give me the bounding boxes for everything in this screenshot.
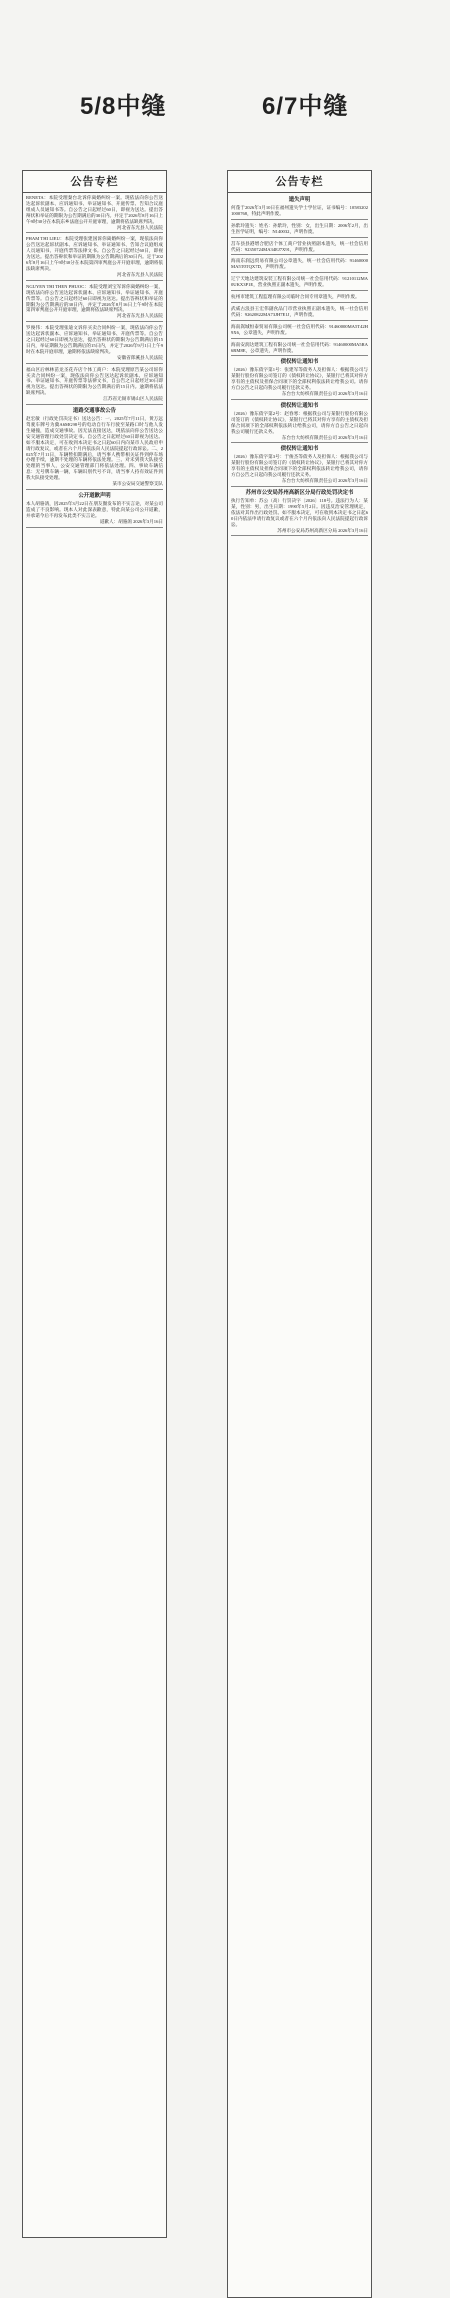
notice-title: 遗失声明 xyxy=(288,197,311,203)
notice-title: 债权转让通知书 xyxy=(280,402,319,409)
notice-item xyxy=(231,223,368,238)
notice-signature: 河北省东光县人民法院 xyxy=(117,313,163,319)
notice-item xyxy=(231,342,368,357)
notice-item xyxy=(26,367,163,405)
notice-item xyxy=(26,325,163,363)
notice-list xyxy=(228,193,371,541)
notice-item xyxy=(231,403,368,444)
notice-divider xyxy=(231,399,368,400)
notice-item xyxy=(26,236,163,280)
notice-signature: 河北省东光县人民法院 xyxy=(117,271,163,277)
notice-item xyxy=(231,294,368,303)
notice-text: 执行告知单：苏公（高）行罚决字〔2026〕118号。违法行为人：某某，性别：男，出生日期：1990年5月2日。因违反治安管理规定，依法对其作出行政处罚。如不服本决定，可在收到本决定书之日起60日内依法申请行政复议或者在六个月内依法向人民法院提起行政诉讼。 xyxy=(231,498,368,527)
notice-divider xyxy=(231,535,368,536)
notice-divider xyxy=(231,355,368,356)
notice-text: 杭州市建筑工程监理有限公司临时合同专用章遗失，声明作废。 xyxy=(231,294,360,300)
notice-divider xyxy=(231,254,368,255)
notice-title: 债权转让通知书 xyxy=(280,446,319,453)
right-page-header: 6/7中缝 xyxy=(262,93,349,120)
notice-signature: 东台台大纺织有限责任公司 2026年3月16日 xyxy=(281,478,368,484)
notice-signature: 某市公安局交通警察支队 xyxy=(112,481,163,487)
notice-item xyxy=(231,359,368,400)
notice-item xyxy=(26,493,163,528)
notice-item xyxy=(26,195,163,233)
notice-text: 赵宏敏（行政处罚决定书）送达公告：一、2025年7月11日，黄万远驾驶车牌号为冀A6MG98号的电动自行车行驶至某路口时与他人发生碰撞，造成交通事故。因无法直接送达，现依法向你公告送达公安交通管理行政处罚决定书。自公告之日起经过60日即视为送达。如不服本决定，可在收到本决定书之日起60日内向某市人民政府申请行政复议，或者在六个月内依法向人民法院提起行政诉讼。二、2025年7月11日，车辆暂扣期满后，请当事人携带相关证件到停车场办理手续，逾期不处理的车辆将依法处理。三、对未到我大队接受处理的当事人，公安交通管理部门将依法处理。四、事故车辆信息：无号牌车辆一辆，车辆识别代号不详，请当事人持有效证件到我大队接受处理。 xyxy=(26,416,163,481)
notice-text: 福山区后林林苗龙圣花卉店个体工商户：本院受理原告某公司诉你买卖合同纠纷一案，现依法向你公告送达起诉状副本、应诉通知书、举证通知书、开庭传票等法律文书，自公告之日起经过30日即视为送达。提出答辩状的期限为公告期满后的15日内。逾期将依法缺席判决。 xyxy=(26,366,163,396)
notice-item xyxy=(231,324,368,339)
left-page-header: 5/8中缝 xyxy=(80,93,167,120)
notice-item xyxy=(231,306,368,321)
notice-divider xyxy=(26,280,163,281)
notice-text: 孙紫玲遗失：姓名：孙紫玲，性别：女，出生日期：2006年2月，出生医学证明，编号：N140032，声明作废。 xyxy=(231,222,368,234)
notice-item xyxy=(231,490,368,536)
notice-divider xyxy=(231,302,368,303)
notice-text: 罗俊伟：本院受理张迪文诉你买卖合同纠纷一案，现依法向你公告送达起诉状副本、应诉通知书、举证通知书、开庭传票等。自公告之日起经过60日即视为送达，提出答辩状的期限为公告期满后的15日内，举证期限为公告期满后的15日内，并定于2026年9月1日上午9时在本院开庭审理，逾期将依法缺席判决。 xyxy=(26,325,163,354)
right-notice-column xyxy=(227,170,372,2298)
notice-item xyxy=(231,258,368,273)
notice-title: 苏州市公安局苏州高新区分局行政处罚决定书 xyxy=(245,490,354,496)
notice-item xyxy=(26,408,163,490)
notice-signature: 道歉人：胡骆鸽 2026年3月16日 xyxy=(99,518,163,524)
notice-text: 何蓬于2026年3月10日在福州遗失学士学位证，证书编号：105832021000768，特此声明作废。 xyxy=(231,205,368,216)
notice-item xyxy=(26,284,163,322)
notice-item xyxy=(231,197,368,220)
notice-text: 海南嵩城恒泰贸易有限公司统一社会信用代码：91460000MA5T42H9X6，公章遗失，声明作废。 xyxy=(231,323,368,335)
notice-text: NGUYEN THI THEN PHUOC：本院受理刘宝军诉你离婚纠纷一案，现依法向你公告送达起诉状副本、应诉通知书、举证通知书、开庭传票等。自公告之日起经过60日即视为送达。提出答辩状和举证的期限为公告期满后的30日内，并定于2026年8月16日上午9时在本院第四审判庭公开开庭审理，逾期将依法缺席判决。 xyxy=(26,283,163,313)
notice-item xyxy=(231,446,368,487)
notice-divider xyxy=(231,290,368,291)
notice-signature: 河北省东光县人民法院 xyxy=(117,224,163,230)
left-notice-column xyxy=(22,170,167,2238)
notice-divider xyxy=(231,338,368,339)
notice-signature: 东台台大纺织有限责任公司 2026年3月16日 xyxy=(281,434,368,440)
notice-signature: 东台台大纺织有限责任公司 2026年3月16日 xyxy=(281,391,368,397)
notice-text: 海南东润远贸易有限公司公章遗失，统一社会信用代码：91460000MA5T0TQX7D，声明作废。 xyxy=(231,258,368,270)
notice-text: 莒车县县港增合肥店个体工商户营业执照副本遗失，统一社会信用代码：92350724MA34EJ7X91，声明作废。 xyxy=(231,240,368,252)
notice-text: （2026）豫东债字第1号：张建军等债务人及担保人：根据我公司与某银行股份有限公司签订的《债权转让协议》，某银行已将其对你方享有的主债权及担保合同项下的全部权利依法转让给我公司。请你方自公告之日起向我公司履行还款义务。 xyxy=(231,367,368,391)
notice-signature: 苏州市公安局苏州高新区分局 2026年3月16日 xyxy=(277,527,368,533)
notice-divider xyxy=(231,272,368,273)
notice-divider xyxy=(26,363,163,364)
column-title: 公告专栏 xyxy=(23,171,166,193)
notice-item xyxy=(231,276,368,291)
column-title: 公告专栏 xyxy=(228,171,371,193)
notice-text: 武威古浪县王宏伟副食品门市营业执照正副本遗失，统一社会信用代码：92620822MA73JH7E1J，声明作废。 xyxy=(231,305,368,317)
notice-divider xyxy=(231,320,368,321)
notice-text: 海南安润达建筑工程有限公司统一社会信用代码：91460000MA5RA6RM8E，公章遗失，声明作废。 xyxy=(231,341,368,353)
notice-divider xyxy=(231,442,368,443)
notice-divider xyxy=(231,219,368,220)
notice-list xyxy=(23,193,166,533)
notice-title: 道路交通事故公告 xyxy=(72,408,117,415)
notice-text: （2026）豫东债字第3号：于俊杰等债务人及担保人：根据我公司与某银行股份有限公司签订的《债权转让协议》，某银行已将其对你方享有的主债权及担保合同项下的全部权利依法转让给我公司，请你方自公告之日起向我公司履行还款义务。 xyxy=(231,454,368,478)
notice-divider xyxy=(231,486,368,487)
notice-divider xyxy=(26,404,163,405)
notice-item xyxy=(231,241,368,256)
notice-title: 债权转让通知书 xyxy=(280,359,319,366)
notice-divider xyxy=(26,489,163,490)
notice-signature: 江苏省无锡市锡山区人民法院 xyxy=(103,396,163,402)
notice-text: 本人胡骆鸽，因2025年3月22日在朋友圈发布的不实言论，对某公司造成了不良影响。现本人对此深表歉意，特此向某公司公开道歉，并承诺今后不再发布此类不实言论。 xyxy=(26,500,163,518)
notice-divider xyxy=(231,237,368,238)
notice-divider xyxy=(26,232,163,233)
notice-text: （2026）豫东债字第2号：赵春寒：根据我公司与某银行股份有限公司签订的《债权转让协议》，某银行已将其对你方享有的主债权及担保合同项下的全部权利依法转让给我公司，请你方自公告之日起向我公司履行还款义务。 xyxy=(231,410,368,434)
notice-text: 辽宁天地达建筑安装工程有限公司统一社会信用代码：91210112MA0UKX3P1E，营业执照正副本遗失，声明作废。 xyxy=(231,276,368,288)
notice-title: 公开道歉声明 xyxy=(78,492,111,499)
notice-signature: 安徽省郎溪县人民法院 xyxy=(117,354,163,360)
notice-divider xyxy=(26,527,163,528)
notice-text: RENETA：本院受理秦台北诉你离婚纠纷一案。现依法向你公告送达起诉状副本、应诉通知书、举证通知书、开庭传票、告知合议庭组成人员通知书等。自公告之日起经过60日，即视为送达。提出答辩状和举证的期限为公告期满后的30日内。并定于2026年8月16日上午9时30分在本院东乡法庭公开开庭审理，逾期将依法缺席判决。 xyxy=(26,195,163,224)
notice-divider xyxy=(26,321,163,322)
notice-text: PHAM THI LIEU：本院受理张建国诉你离婚纠纷一案，现依法向你公告送达起诉状副本、应诉通知书、举证通知书、告知合议庭组成人员通知书、开庭传票等法律文书。自公告之日起经过60日，即视为送达。提出答辩状和举证的期限为公告期满后的30日内。定于2026年8月16日上午9时30分在本院第四审判庭公开开庭审理，逾期将依法缺席判决。 xyxy=(26,236,163,271)
